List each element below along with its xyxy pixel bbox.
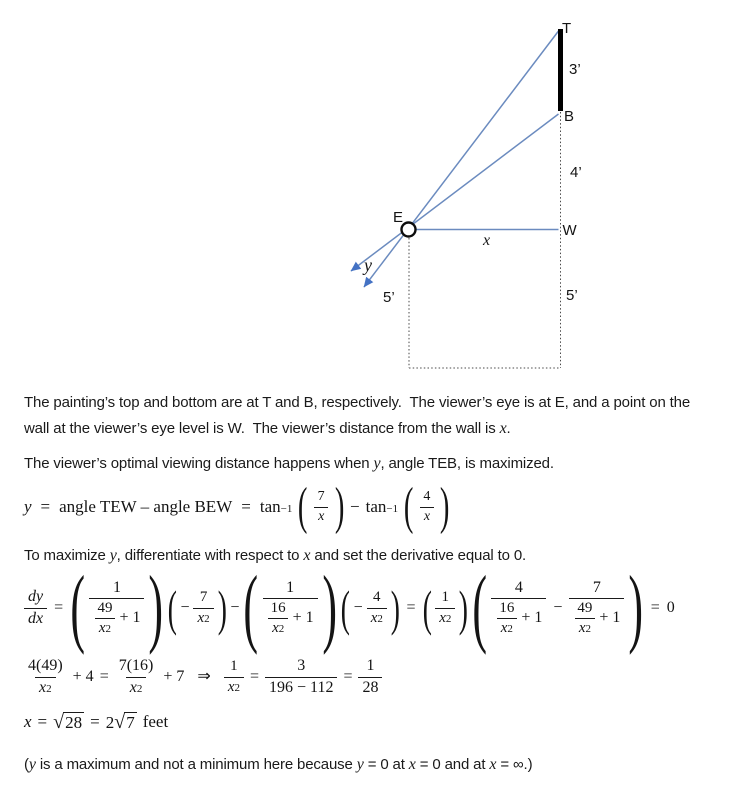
math-token: = <box>650 598 660 616</box>
numerator: 7 <box>592 578 601 596</box>
math-token: + 1 <box>599 609 621 627</box>
math-token: = <box>54 598 64 616</box>
fraction <box>24 657 67 697</box>
denominator <box>367 608 387 627</box>
paragraph-maximum-note <box>24 752 752 778</box>
math-var-x: x <box>408 756 416 773</box>
math-var-x: x <box>499 420 507 437</box>
numerator: 4 <box>373 589 381 606</box>
fraction <box>495 600 518 638</box>
fraction <box>263 579 318 638</box>
numerator: 7(16) <box>118 657 154 675</box>
label-B: B <box>564 108 575 125</box>
paren: ( <box>472 558 488 656</box>
math-token: + 1 <box>292 609 314 627</box>
denominator <box>435 608 455 627</box>
paren: ) <box>390 579 400 636</box>
text-line <box>24 420 511 437</box>
math-token: + 1 <box>119 609 141 627</box>
radical <box>106 711 137 734</box>
math-token: − <box>180 598 190 616</box>
numerator: 1 <box>286 578 295 596</box>
math-token: x <box>272 620 279 637</box>
math-token: = <box>249 667 260 685</box>
text-line <box>24 547 526 564</box>
math-token: + 4 <box>72 667 94 685</box>
arctan-symbol: tan −1 <box>365 497 399 517</box>
paren: ) <box>148 558 164 656</box>
text-run: = 0 and at <box>415 756 490 773</box>
implies-arrow: ⇒ <box>197 667 211 685</box>
fraction <box>569 579 624 638</box>
math-group <box>180 589 213 627</box>
math-token: x <box>24 712 32 732</box>
fraction <box>358 657 382 697</box>
arctan-symbol: tan −1 <box>259 497 293 517</box>
paren: ( <box>70 558 86 656</box>
text-run: , angle TEB, is maximized. <box>380 455 554 472</box>
math-token: x <box>39 678 47 696</box>
math-token: − <box>230 598 240 616</box>
fraction <box>115 657 158 697</box>
x-squared: x 2 <box>98 620 112 637</box>
denominator <box>35 677 56 697</box>
math-token: x <box>129 678 137 696</box>
text-line <box>24 756 532 773</box>
denominator <box>95 618 115 637</box>
numerator: 7 <box>317 489 325 505</box>
fraction <box>267 600 290 638</box>
label-y-angle: y <box>364 255 372 275</box>
math-var-y: y <box>373 455 381 472</box>
math-token: − <box>553 598 563 616</box>
math-token: feet <box>142 712 169 732</box>
x-squared: x 2 <box>129 678 143 696</box>
paren: ( <box>167 579 177 636</box>
numerator: 3 <box>297 657 306 675</box>
numerator: 1 <box>112 578 121 596</box>
label-T: T <box>562 20 572 37</box>
x-squared: x 2 <box>197 609 210 626</box>
numerator: 16 <box>499 599 515 616</box>
label-4ft: 4’ <box>570 164 582 181</box>
denominator <box>126 677 147 697</box>
math-token: = <box>99 667 109 685</box>
text-run: wall at the viewer’s eye level is W. The viewer’s distance from the wall is <box>24 420 500 437</box>
viewing-angle-diagram <box>0 0 756 380</box>
paren: ) <box>628 558 644 656</box>
denominator <box>268 618 288 637</box>
sightline-to-top <box>364 31 559 287</box>
text-run: . <box>506 420 511 437</box>
fraction <box>491 579 546 638</box>
denominator: x <box>420 507 434 525</box>
paren: ) <box>440 477 450 535</box>
math-token: x <box>500 620 508 637</box>
eye-point-circle <box>402 223 416 237</box>
fraction <box>419 489 434 524</box>
math-token: + 1 <box>521 609 543 627</box>
math-token: = <box>343 667 353 685</box>
text-line: The painting’s top and bottom are at T and B, respectively. The viewer’s eye is at E, and a point on the <box>24 394 691 411</box>
denominator: x <box>314 507 328 525</box>
math-token: x <box>98 620 106 637</box>
numerator: 4 <box>514 578 523 596</box>
text-run: is a maximum and not a minimum here because <box>35 756 357 773</box>
numerator: 1 <box>366 657 375 675</box>
numerator: 16 <box>270 599 286 616</box>
denominator <box>491 598 546 638</box>
paren: ( <box>403 477 414 535</box>
x-squared: x 2 <box>39 678 52 696</box>
text-run: To maximize <box>24 547 110 564</box>
numerator: dy <box>28 588 44 606</box>
label-5ft-right: 5’ <box>566 287 578 304</box>
text-run: = ∞.) <box>496 756 533 773</box>
math-token: angle TEW – angle BEW <box>59 497 233 517</box>
paren: ) <box>322 558 337 656</box>
denominator <box>497 618 517 637</box>
paren: ) <box>459 579 469 636</box>
math-group <box>354 589 387 627</box>
label-E: E <box>393 209 404 226</box>
text-run: ( <box>24 756 29 773</box>
numerator: 49 <box>577 599 593 616</box>
fraction <box>573 600 596 638</box>
paren: ) <box>217 579 227 636</box>
x-squared: x 2 <box>578 620 591 637</box>
math-token: − <box>350 497 360 517</box>
numerator: 49 <box>97 599 113 616</box>
math-var-y: y <box>28 756 36 773</box>
paragraph-problem-setup <box>24 390 752 442</box>
text-run: = 0 at <box>363 756 409 773</box>
label-W: W <box>562 222 577 239</box>
denominator <box>89 598 144 638</box>
x-squared: x 2 <box>500 620 513 637</box>
denominator <box>575 618 595 637</box>
x-squared: x 2 <box>439 609 452 626</box>
math-token: + 7 <box>163 667 185 685</box>
fraction <box>435 589 455 627</box>
denominator <box>224 677 244 696</box>
denominator <box>193 608 213 627</box>
x-squared: x 2 <box>370 609 383 626</box>
fraction-dydx <box>24 588 47 628</box>
numerator: 4(49) <box>28 657 63 675</box>
numerator: 1 <box>230 658 238 675</box>
math-token: = <box>406 598 416 616</box>
paren: ( <box>298 477 308 535</box>
math-var-x: x <box>303 547 311 564</box>
label-x-distance: x <box>483 232 491 249</box>
denominator: 196 − 112 <box>265 677 337 697</box>
fraction <box>93 600 116 638</box>
label-3ft: 3’ <box>569 61 581 78</box>
paren: ( <box>422 579 432 636</box>
fraction <box>89 579 144 638</box>
radical-sign: √ <box>114 710 126 733</box>
fraction <box>314 489 329 524</box>
denominator <box>263 598 318 638</box>
radical-sign: √ <box>53 710 65 733</box>
equation-derivative <box>24 558 675 656</box>
label-5ft-left: 5’ <box>383 289 395 306</box>
text-run: , differentiate with respect to <box>116 547 304 564</box>
numerator: 4 <box>423 489 431 505</box>
paren: ( <box>340 579 350 636</box>
denominator: 28 <box>358 677 382 697</box>
math-token: = <box>90 712 100 732</box>
math-token: 2 <box>105 712 115 732</box>
paren: ) <box>334 477 345 535</box>
text-run: The viewer’s optimal viewing distance happens when <box>24 455 374 472</box>
math-token: x <box>370 609 378 626</box>
fraction <box>265 657 337 697</box>
math-token: = <box>37 712 48 732</box>
math-var-y: y <box>356 756 364 773</box>
paren: ( <box>243 558 259 656</box>
math-token: = <box>40 497 51 517</box>
math-token: x <box>197 609 205 626</box>
numerator: 7 <box>199 589 208 606</box>
numerator: 1 <box>441 589 450 606</box>
math-token: x <box>227 678 235 695</box>
radical <box>53 711 84 734</box>
radicand: 7 <box>126 712 135 732</box>
equation-solve <box>24 653 382 701</box>
math-token: tan <box>259 497 281 517</box>
x-squared: x 2 <box>227 678 240 695</box>
math-token: − <box>353 598 363 616</box>
math-token: x <box>578 620 586 637</box>
text-run: and set the derivative equal to 0. <box>310 547 527 564</box>
text-line <box>24 455 554 472</box>
equation-angle-definition <box>24 477 450 535</box>
fraction <box>367 589 387 627</box>
fraction <box>224 658 244 696</box>
paragraph-optimal-distance <box>24 451 752 477</box>
math-token: 0 <box>666 598 675 616</box>
sightline-to-bottom <box>351 114 559 271</box>
math-token: = <box>241 497 251 517</box>
fraction <box>193 589 213 627</box>
math-var-x: x <box>489 756 497 773</box>
math-group <box>491 579 624 638</box>
math-token: tan <box>365 497 387 517</box>
denominator <box>569 598 624 638</box>
radicand: 28 <box>65 712 83 732</box>
denominator: dx <box>24 608 47 628</box>
math-token: y <box>24 497 32 517</box>
equation-result <box>24 707 168 737</box>
x-squared: x 2 <box>272 620 285 637</box>
math-token: x <box>439 609 446 626</box>
math-var-y: y <box>109 547 117 564</box>
